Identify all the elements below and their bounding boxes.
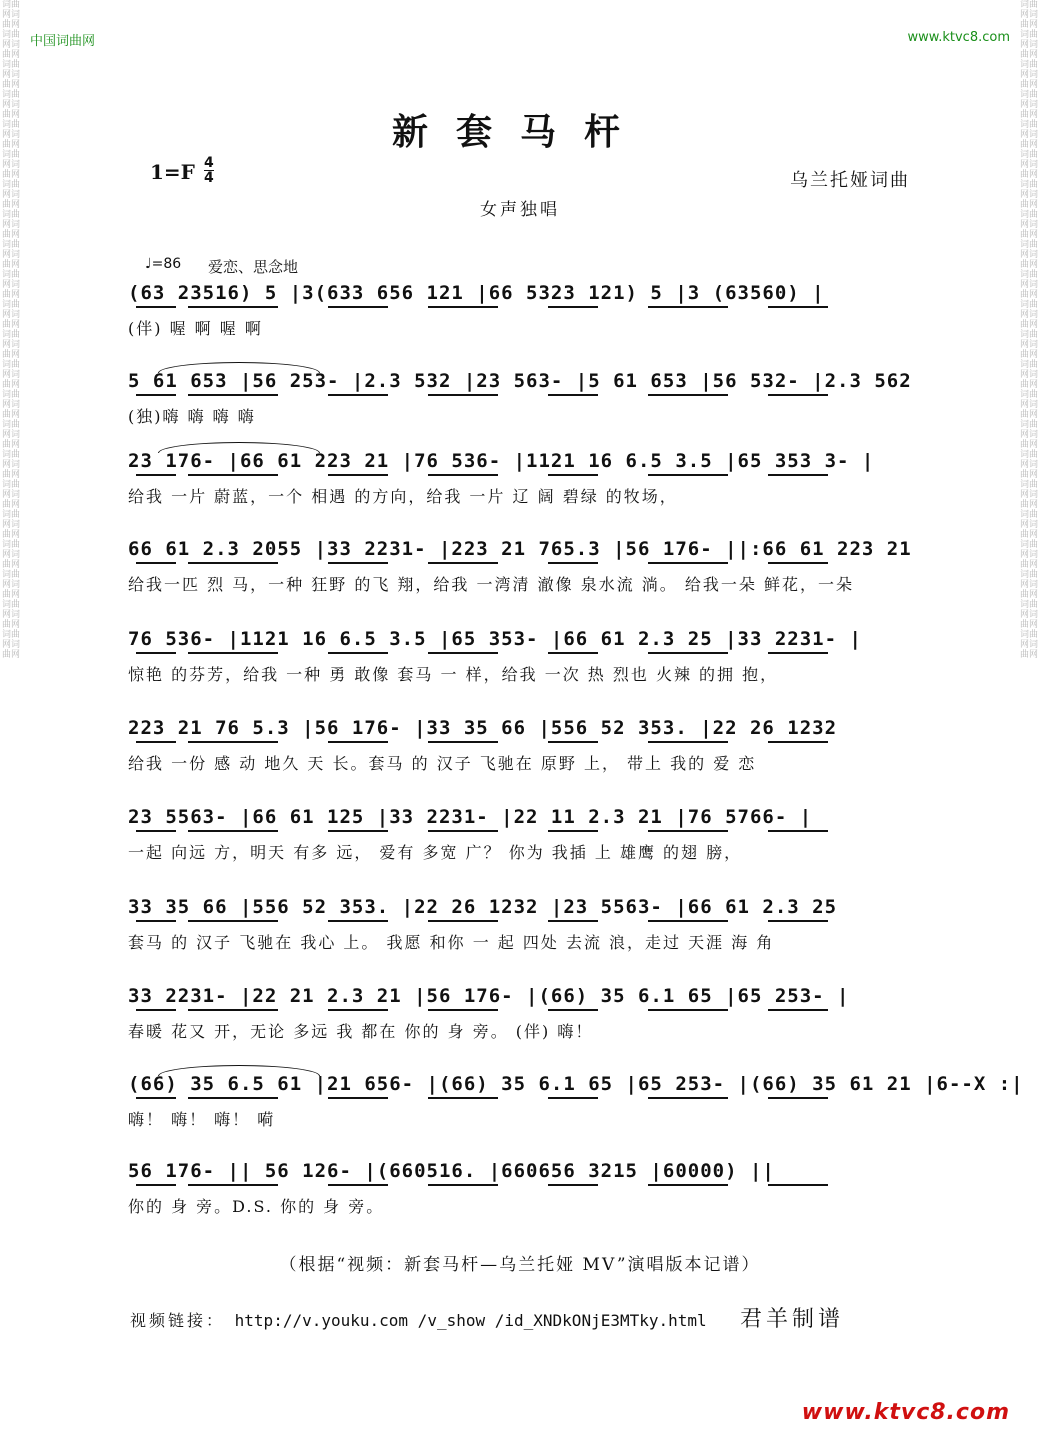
score-row bbox=[128, 1160, 920, 1240]
score-row bbox=[128, 717, 920, 797]
notation-line: 5 61 653 |56 253- |2.3 532 |23 563- |5 61 653 |56 532- |2.3 562 bbox=[128, 370, 912, 392]
score-row bbox=[128, 370, 920, 450]
beam-underlines bbox=[128, 652, 920, 658]
site-name-left[interactable]: 中国词曲网 bbox=[30, 34, 96, 49]
beam-underlines bbox=[128, 830, 920, 836]
notation-line: 23 176- |66 61 223 21 |76 536- |1121 16 6.5 3.5 |65 353 3- | bbox=[128, 450, 875, 472]
notation-line: 33 2231- |22 21 2.3 21 |56 176- |(66) 35 6.1 65 |65 253- | bbox=[128, 985, 850, 1007]
voice-type: 女声独唱 bbox=[480, 200, 560, 220]
lyric-line: 一起 向远 方，明天 有多 远， 爱有 多宽 广？ 你为 我插 上 雄鹰 的翅 膀， bbox=[128, 843, 743, 862]
notation-line: 76 536- |1121 16 6.5 3.5 |65 353- |66 61 2.3 25 |33 2231- | bbox=[128, 628, 862, 650]
beam-underlines bbox=[128, 1097, 920, 1103]
notation-line: 56 176- || 56 126- |(660516. |660656 3215 |60000) || bbox=[128, 1160, 775, 1182]
score-row bbox=[128, 1073, 1024, 1153]
side-watermark-left: 词曲网词曲网词曲网词曲网词曲网词曲网词曲网词曲网词曲网词曲网词曲网词曲网词曲网词曲网词曲网词曲网词曲网词曲网词曲网词曲网词曲网词曲网词曲网词曲网词曲网词曲网词曲网词曲网词曲网词曲网词曲网词曲网词曲网词曲网词曲网词曲网词曲网词曲网词曲网词曲网词曲网词曲网词曲网词曲网 bbox=[2, 0, 21, 660]
score-row bbox=[128, 628, 920, 708]
score-row bbox=[128, 282, 920, 362]
beam-underlines bbox=[128, 1009, 920, 1015]
bottom-logo: www.ktvc8.com bbox=[801, 1400, 1010, 1425]
lyric-line: 嗨！ 嗨！ 嗨！ 嗬 bbox=[128, 1110, 276, 1129]
lyric-line: 给我 一份 感 动 地久 天 长。套马 的 汉子 飞驰在 原野 上， 带上 我的 爱 恋 bbox=[128, 754, 757, 773]
lyric-line: 套马 的 汉子 飞驰在 我心 上。 我愿 和你 一 起 四处 去流 浪，走过 天涯 海 角 bbox=[128, 933, 775, 952]
score-row bbox=[128, 450, 920, 530]
score-row bbox=[128, 806, 920, 886]
lyric-line: 你的 身 旁。D.S. 你的 身 旁。 bbox=[128, 1197, 385, 1216]
score-row bbox=[128, 896, 920, 976]
composer-credit: 乌兰托娅词曲 bbox=[790, 170, 910, 191]
tempo-mark: ♩=86 bbox=[145, 256, 182, 272]
notation-line: 223 21 76 5.3 |56 176- |33 35 66 |556 52 353. |22 26 1232 bbox=[128, 717, 838, 739]
beam-underlines bbox=[128, 474, 920, 480]
notation-line: 23 5563- |66 61 125 |33 2231- |22 11 2.3 21 |76 5766- | bbox=[128, 806, 813, 828]
beam-underlines bbox=[128, 394, 920, 400]
beam-underlines bbox=[128, 920, 920, 926]
site-url-right[interactable]: www.ktvc8.com bbox=[907, 30, 1010, 45]
expression-mark: 爱恋、思念地 bbox=[208, 258, 299, 276]
key-signature: 1=F bbox=[150, 160, 195, 184]
lyric-line: 惊艳 的芬芳，给我 一种 勇 敢像 套马 一 样，给我 一次 热 烈也 火辣 的拥 抱， bbox=[128, 665, 779, 684]
notation-line: 66 61 2.3 2055 |33 2231- |223 21 765.3 |56 176- ||:66 61 223 21 bbox=[128, 538, 912, 560]
time-bottom: 4 bbox=[204, 170, 214, 186]
beam-underlines bbox=[128, 562, 920, 568]
time-top: 4 bbox=[204, 155, 214, 171]
video-link bbox=[130, 1308, 707, 1331]
beam-underlines bbox=[128, 741, 920, 747]
notation-line: 33 35 66 |556 52 353. |22 26 1232 |23 5563- |66 61 2.3 25 bbox=[128, 896, 838, 918]
lyric-line: 给我 一片 蔚蓝，一个 相遇 的方向，给我 一片 辽 阔 碧绿 的牧场， bbox=[128, 487, 678, 506]
time-signature bbox=[204, 156, 214, 185]
beam-underlines bbox=[128, 1184, 920, 1190]
score-row bbox=[128, 538, 920, 618]
score-row bbox=[128, 985, 920, 1065]
beam-underlines bbox=[128, 306, 920, 312]
transcriber-signature: 君羊制谱 bbox=[740, 1307, 845, 1332]
lyric-line: (伴) 喔 啊 喔 啊 bbox=[128, 319, 263, 338]
video-link-url[interactable]: http://v.youku.com /v_show /id_XNDkONjE3MTky.html bbox=[234, 1311, 707, 1330]
transcription-note: （根据“视频：新套马杆—乌兰托娅 MV”演唱版本记谱） bbox=[279, 1255, 761, 1275]
video-link-label: 视频链接： bbox=[130, 1311, 226, 1330]
notation-line: (66) 35 6.5 61 |21 656- |(66) 35 6.1 65 |65 253- |(66) 35 61 21 |6--X :| bbox=[128, 1073, 1024, 1095]
side-watermark-right: 词曲网词曲网词曲网词曲网词曲网词曲网词曲网词曲网词曲网词曲网词曲网词曲网词曲网词曲网词曲网词曲网词曲网词曲网词曲网词曲网词曲网词曲网词曲网词曲网词曲网词曲网词曲网词曲网词曲网词曲网词曲网词曲网词曲网词曲网词曲网词曲网词曲网词曲网词曲网词曲网词曲网词曲网词曲网词曲网 bbox=[1020, 0, 1039, 660]
lyric-line: (独)嗨 嗨 嗨 嗨 bbox=[128, 407, 256, 426]
lyric-line: 春暖 花又 开，无论 多远 我 都在 你的 身 旁。 (伴) 嗨！ bbox=[128, 1022, 594, 1041]
lyric-line: 给我一匹 烈 马，一种 狂野 的飞 翔，给我 一湾清 澈像 泉水流 淌。 给我一朵 鲜花，一朵 bbox=[128, 575, 854, 594]
notation-line: (63 23516) 5 |3(633 656 121 |66 5323 121) 5 |3 (63560) | bbox=[128, 282, 825, 304]
song-title: 新套马杆 bbox=[391, 111, 648, 153]
